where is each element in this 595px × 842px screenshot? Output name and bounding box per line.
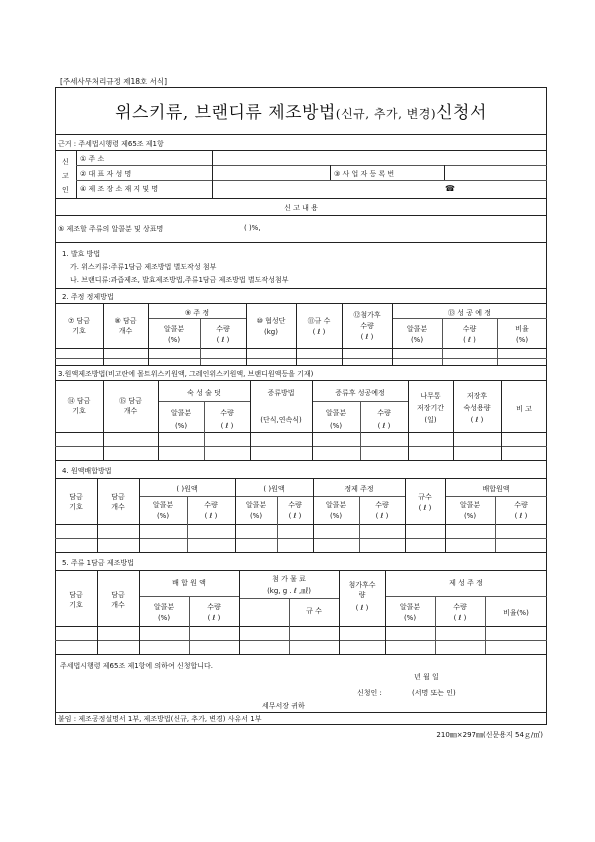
s2-amount: 수량	[216, 325, 230, 333]
s2-spec-unit: ( ℓ )	[312, 328, 326, 336]
s5-additive: 첨 가 물 료	[272, 575, 306, 583]
s4-sp-amt: 수량	[375, 501, 389, 509]
s5-ex-l: ( ℓ )	[453, 614, 467, 622]
s2-heat-unit: (kg)	[264, 328, 278, 336]
s3-tank-count: ⑮ 담금 개수	[119, 397, 142, 415]
s3-distill: 증류방법	[267, 389, 295, 397]
s4-raw2: ( )원액	[263, 485, 285, 493]
s2-exp-amount: 수량	[462, 325, 477, 333]
item5-label: ⑤ 제조할 주류의 알콜분 및 상표명	[58, 225, 164, 233]
s2-spirit: ⑨ 주 정	[184, 309, 210, 317]
applicant-side-2: 고	[62, 172, 69, 180]
form-title-row	[55, 87, 547, 135]
s3-pct: (%)	[174, 422, 188, 430]
s4-tank-symbol: 담금 기호	[69, 493, 83, 511]
s5-l: ( ℓ )	[207, 614, 221, 622]
form-title	[115, 98, 487, 123]
title-paren: (신규, 추가, 변경)	[335, 107, 437, 121]
item5-percent: ( )%,	[244, 224, 261, 232]
address-label: ① 주 소	[80, 155, 105, 163]
s5-after: 첨가후수 량	[348, 581, 376, 599]
s5-ex-pct: (%)	[403, 614, 417, 622]
applicant-sign-label: 신청인 :	[357, 689, 382, 697]
s2-after-unit: ( ℓ )	[360, 333, 374, 341]
s3-ad-amount: 수량	[377, 409, 391, 417]
applicant-side-1: 신	[62, 158, 69, 166]
s4-bl-alc: 알콜분	[459, 501, 481, 509]
section4-title: 4. 원액배합방법	[62, 467, 112, 475]
s2-heat: ⑩ 협성단	[256, 317, 286, 325]
date-line: 년 월 일	[414, 673, 439, 681]
location-label: ④ 제 조 장 소 재 지 및 명	[80, 185, 159, 193]
s5-amt: 수량	[207, 603, 221, 611]
s5-additive-unit: (kg, g . ℓ ,㎖)	[267, 587, 311, 595]
s4-sp-pct: (%)	[329, 512, 343, 520]
s5-alc: 알콜분	[153, 603, 175, 611]
s3-stock: 저장후 숙성용량 ( ℓ )	[463, 392, 491, 424]
s3-l: ( ℓ )	[220, 422, 234, 430]
s4-bl-l: ( ℓ )	[514, 512, 528, 520]
s4-r1-amt: 수량	[204, 501, 218, 509]
s4-bl-pct: (%)	[463, 512, 477, 520]
phone-icon: ☎	[445, 184, 455, 193]
s3-distill-sub: (단식,연속식)	[260, 416, 302, 424]
s2-after2: 수량	[360, 322, 374, 330]
s3-barrel: 나무통 저장기간 (일)	[416, 392, 445, 424]
s4-sp-alc: 알콜분	[325, 501, 347, 509]
s4-r2-alc: 알콜분	[245, 501, 267, 509]
section1-line-a: 가. 위스키류:주류1담금 제조방법 별도작성 첨부	[70, 263, 217, 271]
s2-exp-alcohol: 알콜분	[406, 325, 428, 333]
s2-spec: ⑪규 수	[307, 317, 331, 325]
s4-tank-count: 담금 개수	[111, 493, 125, 511]
s4-spirit: 정제 주정	[344, 485, 374, 493]
s4-blend: 배합원액	[482, 485, 510, 493]
s5-blend: 배 합 원 액	[172, 579, 206, 587]
s3-remark: 비 고	[516, 405, 532, 413]
s5-ex-amt: 수량	[453, 603, 467, 611]
s4-r1-pct: (%)	[156, 512, 170, 520]
s2-ratio: 비율	[515, 325, 529, 333]
section1-title: 1. 발효 방법	[62, 250, 101, 258]
s4-r1-alc: 알콜분	[152, 501, 174, 509]
report-content-header: 신 고 내 용	[284, 204, 318, 212]
section1-line-b: 나. 브랜디류:과즙제조, 발효제조방법,주류1담금 제조방법 별도작성첨부	[70, 276, 289, 284]
s2-expected: ⑬ 성 공 예 정	[448, 309, 491, 317]
sign-note: (서명 또는 인)	[412, 689, 456, 697]
s3-aging: 숙 성 술 덧	[187, 389, 221, 397]
declaration-text: 주세법시행령 제65조 제1항에 의하여 신청합니다.	[60, 662, 213, 670]
s2-after: ⑫첨가후	[353, 311, 381, 319]
s2-ratio-unit: (%)	[515, 336, 529, 344]
s5-pct: (%)	[157, 614, 171, 622]
s2-exp-l: ( ℓ )	[463, 336, 476, 344]
s4-r2-pct: (%)	[249, 512, 263, 520]
s5-ratio: 비율(%)	[503, 609, 529, 617]
s2-tank-symbol: ⑦ 담금 기호	[67, 317, 91, 335]
addressee: 세무서장 귀하	[262, 702, 305, 710]
s4-r2-l: ( ℓ )	[288, 512, 302, 520]
title-end: 신청서	[436, 103, 487, 123]
s3-ad-alcohol: 알콜분	[325, 409, 347, 417]
s3-ad-pct: (%)	[329, 422, 343, 430]
s4-water-unit: ( ℓ )	[418, 504, 432, 512]
applicant-side-3: 인	[62, 186, 69, 194]
section5-title: 5. 주류 1담금 제조방법	[62, 559, 134, 567]
legal-basis: 근거 : 주세법시행령 제65조 제1항	[58, 140, 164, 148]
title-main: 위스키류, 브랜디류 제조방법	[115, 103, 336, 123]
s4-water: 규수	[418, 493, 432, 501]
s4-r2-amt: 수량	[288, 501, 302, 509]
s4-sp-l: ( ℓ )	[375, 512, 389, 520]
form-number-label: [주세사무처리규정 제18호 서식]	[60, 77, 168, 86]
business-number-label: ③ 사 업 자 등 록 번	[334, 170, 395, 178]
s4-raw1: ( )원액	[176, 485, 198, 493]
s2-alcohol: 알콜분	[163, 325, 185, 333]
s5-ex-alc: 알콜분	[399, 603, 421, 611]
s3-ad-l: ( ℓ )	[377, 422, 391, 430]
attachment-note: 붙임 : 제조공정설명서 1부, 제조방법(신규, 추가, 변경) 사유서 1부	[58, 715, 262, 723]
s5-tank-count: 담금 개수	[111, 591, 125, 609]
s3-tank-symbol: ⑭ 담금 기호	[67, 397, 91, 415]
s3-after-distill: 증류후 성공예정	[335, 389, 385, 397]
s5-tank-symbol: 담금 기호	[69, 591, 83, 609]
s4-bl-amt: 수량	[514, 501, 528, 509]
s3-amount: 수량	[220, 409, 234, 417]
section2-title: 2. 주정 정제방법	[62, 293, 114, 301]
s5-expected: 제 성 주 정	[449, 579, 483, 587]
s5-after-unit: ( ℓ )	[355, 604, 369, 612]
s4-r1-l: ( ℓ )	[204, 512, 218, 520]
s3-alcohol: 알콜분	[170, 409, 192, 417]
s2-exp-pct: (%)	[410, 336, 424, 344]
s5-water: 규 수	[306, 607, 322, 615]
s2-pct: (%)	[167, 336, 181, 344]
s2-tank-count: ⑧ 담금 개수	[114, 317, 137, 335]
paper-size-note: 210㎜×297㎜(신문용지 54ｇ/㎡)	[436, 731, 543, 739]
representative-label: ② 대 표 자 성 명	[80, 170, 132, 178]
section3-title: 3.원액제조방법(비고란에 몰트위스키원액, 그레인위스키원액, 브랜디원액등을 기재)	[58, 370, 314, 378]
s2-l: ( ℓ )	[216, 336, 230, 344]
